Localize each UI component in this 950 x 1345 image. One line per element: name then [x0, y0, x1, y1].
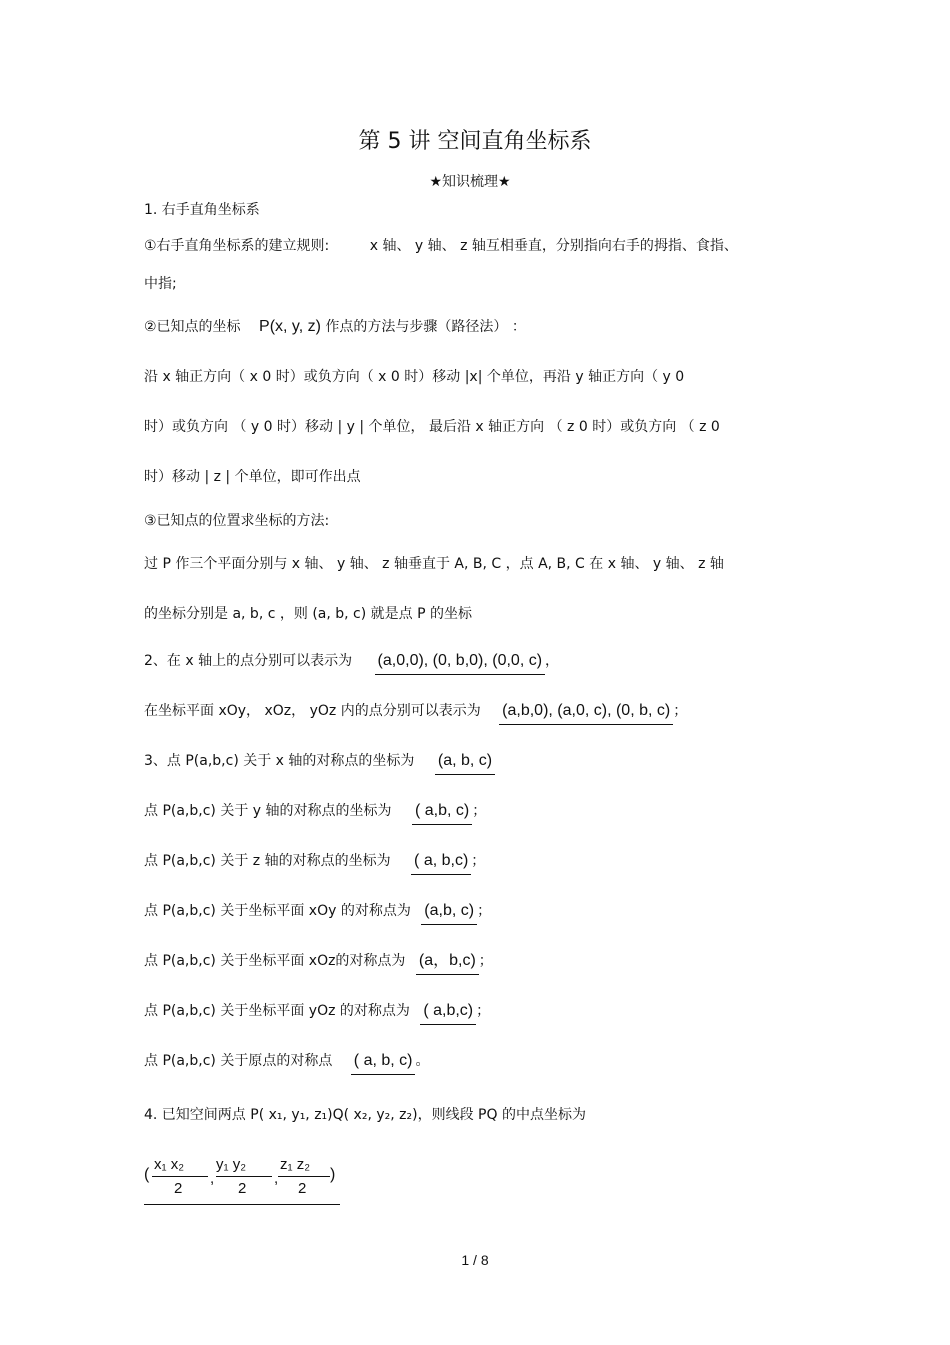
- symmetry-answer: ( a,b,c): [420, 1001, 476, 1025]
- formula-x-bar: [152, 1176, 208, 1177]
- section1-heading: 1. 右手直角坐标系: [144, 202, 260, 218]
- symmetry-answer: ( a,b, c): [412, 801, 472, 825]
- symmetry-answer: ( a, b,c): [411, 851, 471, 875]
- method-line: [144, 317, 526, 337]
- formula-x-denominator: 2: [174, 1180, 183, 1197]
- symmetry-end: ；: [472, 803, 487, 819]
- projection-line-2: 的坐标分别是 a, b, c ，则 (a, b, c) 就是点 P 的坐标: [144, 606, 472, 622]
- symmetry-row: [144, 901, 491, 925]
- symmetry-row: [144, 1001, 490, 1025]
- plane-points-text: 在坐标平面 xOy， xOz， yOz 内的点分别可以表示为: [144, 703, 481, 719]
- find-heading: ③已知点的位置求坐标的方法:: [144, 513, 330, 529]
- formula-z-denominator: 2: [298, 1180, 307, 1197]
- plane-points-line: [144, 701, 687, 725]
- symmetry-end: 。: [415, 1053, 430, 1069]
- symmetry-row: [144, 801, 486, 825]
- symmetry-text: 点 P(a,b,c) 关于 z 轴的对称点的坐标为: [144, 853, 391, 869]
- formula-x-numerator: x₁ x₂: [154, 1156, 185, 1173]
- projection-line-1: 过 P 作三个平面分别与 x 轴、 y 轴、 z 轴垂直于 A, B, C ，点 A, B, C 在 x 轴、 y 轴、 z 轴: [144, 556, 724, 572]
- symmetry-answer: (a,b, c): [421, 901, 477, 925]
- symmetry-end: ；: [478, 953, 493, 969]
- rule-line-end: 中指;: [144, 276, 177, 292]
- symmetry-answer: (a, b, c): [435, 751, 495, 775]
- formula-y-numerator: y₁ y₂: [216, 1156, 247, 1173]
- symmetry-text: 3、点 P(a,b,c) 关于 x 轴的对称点的坐标为: [144, 753, 415, 769]
- page-number: 1 / 8: [461, 1252, 489, 1268]
- formula-open-paren: (: [144, 1166, 150, 1183]
- method-point: P(x, y, z): [259, 318, 321, 335]
- symmetry-text: 点 P(a,b,c) 关于坐标平面 yOz 的对称点为: [144, 1003, 410, 1019]
- rule-line: [144, 236, 738, 256]
- section-subtitle: ★知识梳理★: [429, 174, 511, 190]
- path-line-1: 沿 x 轴正方向（ x 0 时）或负方向（ x 0 时）移动 |x| 个单位，再沿 y 轴正方向（ y 0: [144, 369, 685, 385]
- plane-points-end: ；: [673, 703, 688, 719]
- symmetry-end: ；: [476, 1003, 491, 1019]
- method-text: 作点的方法与步骤（路径法） ：: [325, 319, 526, 335]
- formula-y-bar: [216, 1176, 272, 1177]
- symmetry-text: 点 P(a,b,c) 关于坐标平面 xOy 的对称点为: [144, 903, 411, 919]
- symmetry-end: ；: [471, 853, 486, 869]
- page-title: 第 5 讲 空间直角坐标系: [358, 129, 592, 154]
- formula-y-denominator: 2: [238, 1180, 247, 1197]
- symmetry-answer: (a，b,c): [416, 951, 479, 975]
- symmetry-row: [144, 751, 495, 775]
- symmetry-row: [144, 951, 493, 975]
- symmetry-text: 点 P(a,b,c) 关于 y 轴的对称点的坐标为: [144, 803, 392, 819]
- axis-points-line: [144, 651, 559, 675]
- formula-z-bar: [278, 1176, 330, 1177]
- symmetry-text: 点 P(a,b,c) 关于原点的对称点: [144, 1053, 333, 1069]
- symmetry-row: [144, 1051, 429, 1075]
- symmetry-row: [144, 851, 485, 875]
- method-label: ②已知点的坐标: [144, 319, 241, 335]
- path-line-3: 时）移动 | z | 个单位，即可作出点: [144, 469, 361, 485]
- midpoint-line: 4. 已知空间两点 P( x₁, y₁, z₁)Q( x₂, y₂, z₂)，则线段 PQ 的中点坐标为: [144, 1107, 586, 1123]
- symmetry-answer: ( a, b, c): [351, 1051, 416, 1075]
- formula-comma-2: ,: [274, 1170, 279, 1187]
- rule-label: ①右手直角坐标系的建立规则:: [144, 238, 330, 254]
- plane-points-answer: (a,b,0), (a,0, c), (0, b, c): [499, 701, 673, 725]
- axis-points-end: ，: [545, 653, 560, 669]
- axis-points-answer: (a,0,0), (0, b,0), (0,0, c): [375, 651, 546, 675]
- rule-text: x 轴、 y 轴、 z 轴互相垂直，分别指向右手的拇指、食指、: [369, 238, 738, 254]
- midpoint-formula: [144, 1152, 340, 1205]
- symmetry-text: 点 P(a,b,c) 关于坐标平面 xOz的对称点为: [144, 953, 406, 969]
- symmetry-end: ；: [477, 903, 492, 919]
- formula-z-numerator: z₁ z₂: [280, 1156, 311, 1173]
- axis-points-text: 2、在 x 轴上的点分别可以表示为: [144, 653, 353, 669]
- path-line-2: 时）或负方向 （ y 0 时）移动 | y | 个单位， 最后沿 x 轴正方向 （ z 0 时）或负方向 （ z 0: [144, 419, 720, 435]
- formula-comma-1: ,: [210, 1170, 215, 1187]
- formula-close-paren: ): [330, 1166, 336, 1183]
